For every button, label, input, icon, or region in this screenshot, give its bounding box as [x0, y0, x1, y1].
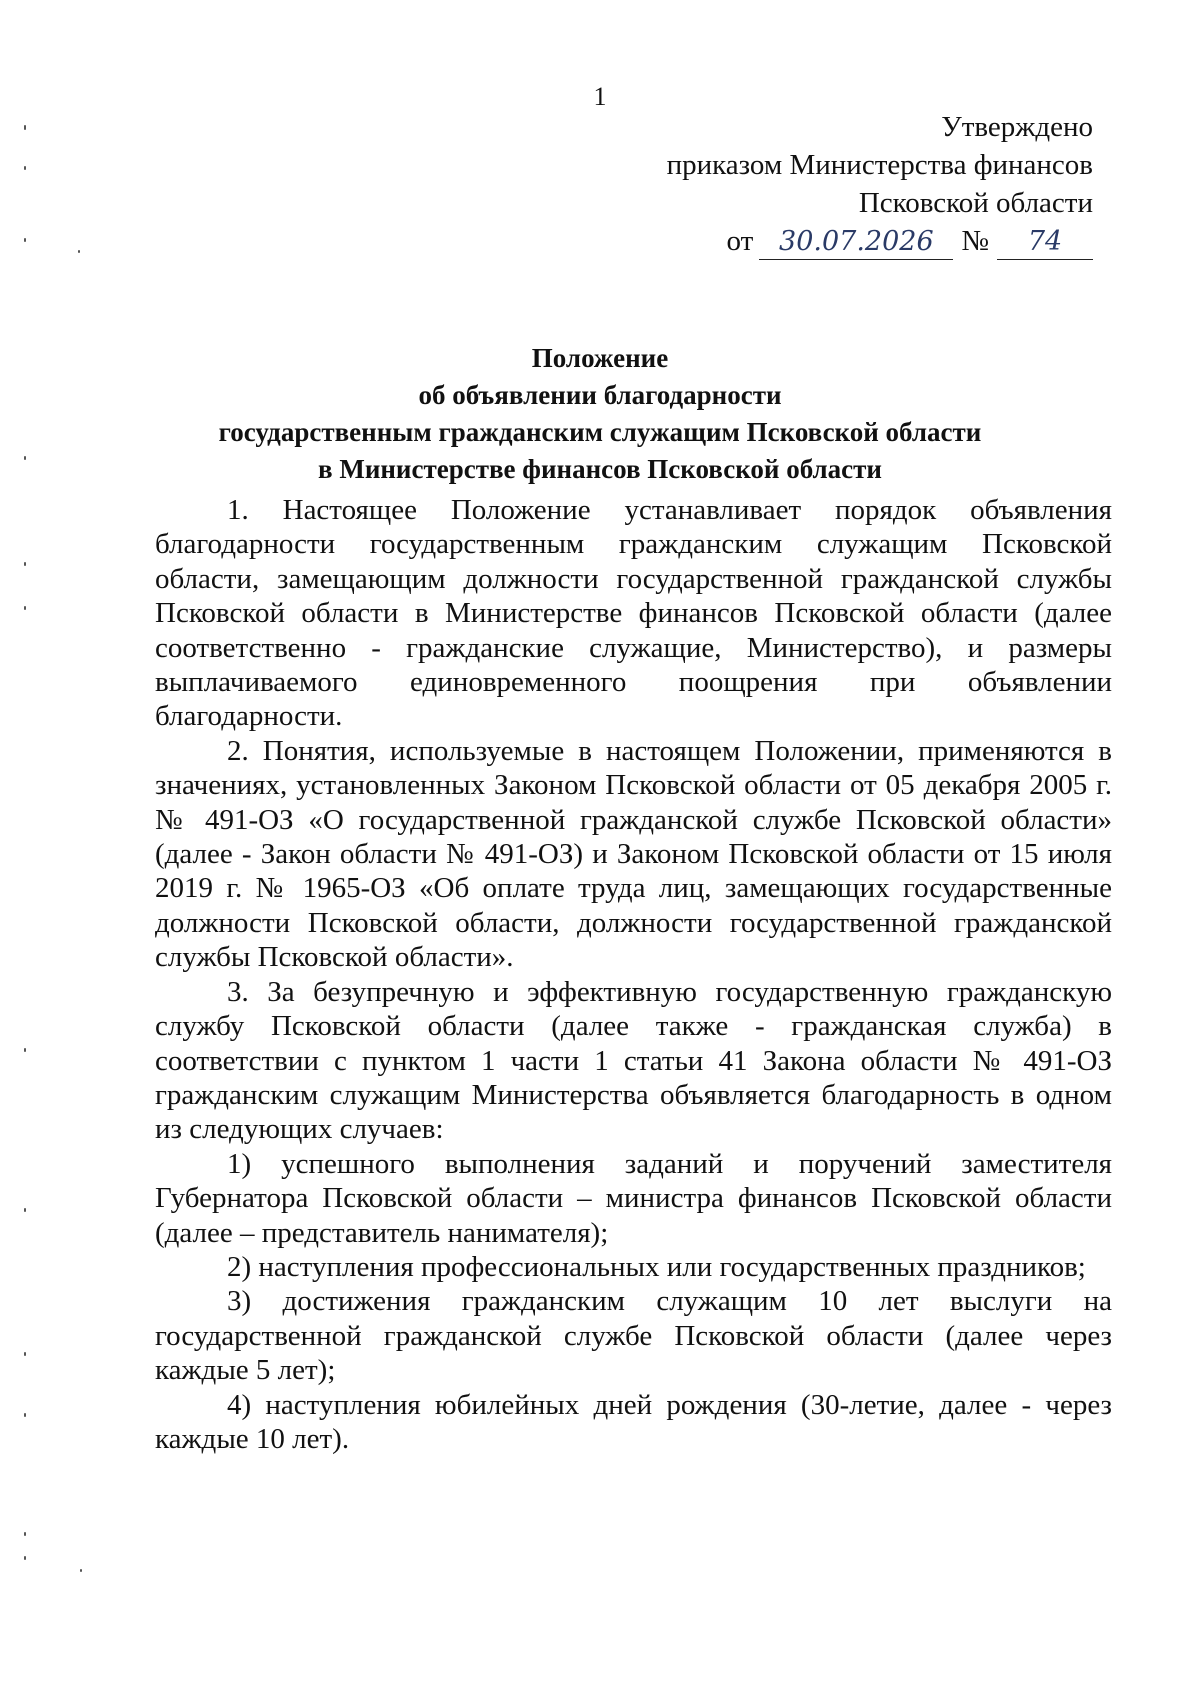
title-line-2: об объявлении благодарности: [418, 380, 782, 410]
handwritten-number: 74: [997, 225, 1093, 260]
number-label: №: [961, 225, 989, 257]
page-number: 1: [593, 82, 607, 111]
approval-line-1: Утверждено: [941, 111, 1093, 143]
document-title: [0, 340, 1200, 488]
approval-stamp: [667, 108, 1093, 260]
title-line-4: в Министерстве финансов Псковской области: [318, 454, 882, 484]
title-line-3: государственным гражданским служащим Псковской области: [218, 417, 982, 447]
paragraph-1: 1. Настоящее Положение устанавливает порядок объявления благодарности государственным гражданским служащим Псковской области, замещающим должности государственной гражданской службы Псковской области в Министерстве финансов Псковской области (далее соответственно - гражданские служащие, Министерство), и размеры выплачиваемого единовременного поощрения при объявлении благодарности.: [155, 494, 1112, 733]
document-body: [155, 493, 1112, 1456]
list-item-4: 4) наступления юбилейных дней рождения (30-летие, далее - через каждые 10 лет).: [155, 1388, 1112, 1455]
paragraph-3: 3. За безупречную и эффективную государственную гражданскую службу Псковской области (далее также - гражданская служба) в соответствии с пунктом 1 части 1 статьи 41 Закона области № 491-ОЗ гражданским служащим Министерства объявляется благодарность в одном из следующих случаев:: [155, 975, 1112, 1146]
list-item-1: 1) успешного выполнения заданий и поручений заместителя Губернатора Псковской области – министра финансов Псковской области (далее – представитель нанимателя);: [155, 1147, 1112, 1249]
approval-date-line: [667, 222, 1093, 260]
list-item-2: 2) наступления профессиональных или государственных праздников;: [227, 1250, 1086, 1283]
from-label: от: [726, 225, 754, 257]
title-line-1: Положение: [531, 343, 669, 373]
list-item-3: 3) достижения гражданским служащим 10 лет выслуги на государственной гражданской службе Псковской области (далее через каждые 5 лет);: [155, 1285, 1112, 1387]
approval-line-3: Псковской области: [858, 187, 1093, 219]
handwritten-date: 30.07.2026: [759, 225, 953, 260]
approval-line-2: приказом Министерства финансов: [666, 149, 1093, 181]
paragraph-2: 2. Понятия, используемые в настоящем Положении, применяются в значениях, установленных Законом Псковской области от 05 декабря 2005 г. № 491-ОЗ «О государственной гражданской службе Псковской области» (далее - Закон области № 491-ОЗ) и Законом Псковской области от 15 июля 2019 г. № 1965-ОЗ «Об оплате труда лиц, замещающих государственные должности Псковской области, должности государственной гражданской службы Псковской области».: [155, 734, 1112, 974]
